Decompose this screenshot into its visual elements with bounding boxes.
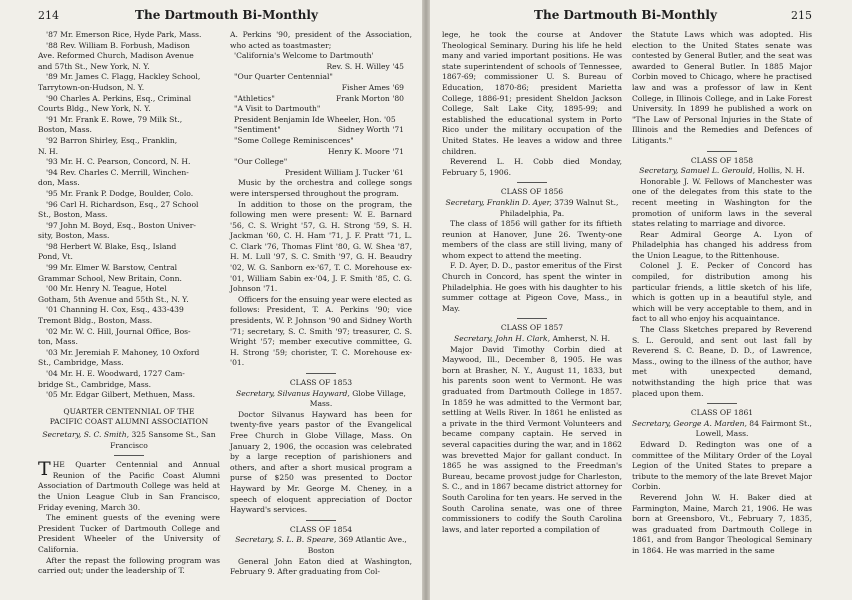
toast-title: 'California's Welcome to Dartmouth': [234, 51, 374, 61]
divider: [517, 318, 547, 319]
section-title: QUARTER CENTENNIAL OF THE: [63, 406, 195, 416]
paragraph: General John Eaton died at Washington, February 9. After graduating from Col-: [230, 556, 412, 577]
list-item: '05 Mr. Edgar Gilbert, Methuen, Mass.: [46, 390, 196, 400]
left-running-title: The Dartmouth Bi-Monthly: [135, 8, 318, 22]
paragraph: The Class Sketches prepared by Reverend S. L. Gerould, and sent out last fall by Reverend S. C. Beane, D. D., of Lawrence, Mass., owing to the illness of the author, have met with unexpected demand, notwithstanding the high price that was placed upon them.: [632, 325, 812, 398]
toast-speaker: Rev. S. H. Willey '45: [326, 61, 404, 71]
paragraph: Doctor Silvanus Hayward has been for twenty-five years pastor of the Evangelical Free Church in Globe Village, Mass. On January 2, 1906, the occasion was celebrated by a large reception of parishioners and others, and after a short musical program a purse of $250 was presented to Doctor Hayward by Mr. George M. Cheney, in a speech of eloquent appreciation of Doctor Hayward's services.: [230, 409, 412, 515]
left-running-head: [38, 8, 412, 26]
list-item: '95 Mr. Frank P. Dodge, Boulder, Colo.: [46, 188, 194, 198]
right-page: [430, 0, 852, 600]
list-item: Tremont Bldg., Boston, Mass.: [38, 316, 153, 326]
list-item: Boston, Mass.: [38, 125, 92, 135]
list-item: '88 Rev. William B. Forbush, Madison: [46, 40, 190, 50]
right-column-1: [442, 30, 622, 557]
secretary-line: Secretary, S. L. B. Speare, 369 Atlantic Ave., Boston: [235, 535, 407, 555]
list-item: '98 Herbert W. Blake, Esq., Island: [46, 241, 177, 251]
list-item: '87 Mr. Emerson Rice, Hyde Park, Mass.: [46, 30, 202, 39]
alumni-officer-list: [38, 30, 220, 401]
list-item: '97 John M. Boyd, Esq., Boston Univer-: [46, 220, 196, 230]
paragraph: Reverend L. H. Cobb died Monday, February 5, 1906.: [442, 157, 622, 177]
list-item: '99 Mr. Elmer W. Barstow, Central: [46, 263, 178, 273]
paragraph: Honorable J. W. Fellows of Manchester was one of the delegates from this state to the recent meeting in Washington for the promotion of uniform laws in the several states relating to marriage and divorce.: [632, 176, 812, 229]
list-item: '90 Charles A. Perkins, Esq., Criminal: [46, 93, 191, 103]
paragraph: Major David Timothy Corbin died at Maywood, Ill., December 8, 1905. He was born at Brasher, N. Y., August 11, 1833, but his parents soon went to Vermont. He was graduated from Dartmouth College in 1857. In 1859 he was admitted to the Vermont bar, settling at Wells River. In 1861 he enlisted as a private in the third Vermont Volunteers and became company captain. He served in several capacities during the war, and in 1862 was brevetted Major for gallant conduct. In 1865 he was assigned to the Freedman's Bureau, became provost judge for Charleston, S. C., and in 1867 became district attorney for South Carolina for ten years. He served in the South Carolina senate, was one of three commissioners to codify the South Carolina laws, and later reported a compilation of: [442, 344, 622, 534]
paragraph: Music by the orchestra and college songs were interspersed throughout the program.: [230, 178, 412, 198]
toast-title: "Our College": [234, 157, 288, 167]
toast-speaker: Fisher Ames '69: [341, 82, 404, 92]
paragraph: F. D. Ayer, D. D., pastor emeritus of the First Church in Concord, has spent the winter in Philadelphia. He goes with his daughter to his summer cottage at Pigeon Cove, Mass., in May.: [442, 261, 622, 313]
paragraph: After the repast the following program was carried out; under the leadership of T.: [38, 555, 220, 576]
class-heading-1858: CLASS OF 1858: [690, 155, 754, 165]
list-item: Gotham, 5th Avenue and 55th St., N. Y.: [38, 294, 189, 304]
list-item: N. H.: [38, 146, 59, 156]
section-title-2: PACIFIC COAST ALUMNI ASSOCIATION: [49, 417, 209, 427]
list-item: Grammar School, New Britain, Conn.: [38, 273, 182, 283]
list-item: Courts Bldg., New York, N. Y.: [38, 104, 151, 114]
list-item: '92 Barron Shirley, Esq., Franklin,: [46, 135, 178, 145]
paragraph: The class of 1856 will gather for its fiftieth reunion at Hanover, June 26. Twenty-one members of the class are still living, many of whom expect to attend the meeting.: [442, 219, 622, 260]
list-item: and 57th St., New York, N. Y.: [38, 61, 150, 71]
paragraph: In addition to those on the program, the following men were present: W. E. Barnard '56, C. S. Wright '57, G. H. Strong '59, S. H. Jackman '60, C. H. Ham '71, J. F. Pratt '71, L. C. Clark '76, Thomas Flint '80, G. W. Shea '87, H. M. Lull '97, S. C. Smith '97, G. H. Beaudry '02, W. G. Sanborn ex-'67, T. C. Morehouse ex-'01, William Sabin ex-'04, J. F. Smith '85, C. G. Johnson '71.: [230, 199, 412, 294]
toast-speaker: President William J. Tucker '61: [284, 167, 404, 177]
drop-cap: T: [38, 458, 51, 481]
list-item: '94 Rev. Charles C. Merrill, Winchen-: [46, 167, 189, 177]
list-item: '91 Mr. Frank E. Rowe, 79 Milk St.,: [46, 114, 183, 124]
right-column-2: [632, 30, 812, 557]
list-item: '01 Channing H. Cox, Esq., 433-439: [46, 305, 184, 315]
divider: [114, 455, 144, 456]
paragraph: Officers for the ensuing year were elected as follows: President, T. A. Perkins '90; vice presidents, W. P. Johnson '90 and Sidney Worth '71; secretary, S. C. Smith '97; treasurer, C. S. Wright '57; member executive committee, G. H. Strong '59; chorister, T. C. Morehouse ex-'01.: [230, 294, 412, 368]
paragraph: A. Perkins '90, president of the Association, who acted as toastmaster;: [230, 30, 412, 50]
list-item: St., Boston, Mass.: [38, 210, 108, 220]
list-item: don, Mass.: [38, 178, 80, 188]
divider: [306, 373, 336, 374]
secretary-line: Secretary, Silvanus Hayward, Globe Village, Mass.: [236, 388, 406, 409]
secretary-line: Secretary, Franklin D. Ayer, 3739 Walnut St., Philadelphia, Pa.: [445, 197, 619, 218]
toast-item: "Sentiment" Sidney Worth '71: [234, 125, 404, 135]
right-running-title: The Dartmouth Bi-Monthly: [534, 8, 717, 22]
toast-title: "Our Quarter Centennial": [234, 72, 333, 82]
toast-item: "Athletics" Frank Morton '80: [234, 93, 404, 103]
right-running-head: [442, 8, 812, 26]
list-item: '02 Mr. W. C. Hill, Journal Office, Bos-: [46, 326, 191, 336]
list-item: '96 Carl H. Richardson, Esq., 27 School: [46, 199, 199, 209]
class-heading-1853: CLASS OF 1853: [289, 378, 353, 387]
divider: [707, 403, 737, 404]
secretary-line: Secretary, Samuel L. Gerould, Hollis, N. H.: [639, 166, 805, 176]
paragraph: Edward D. Redington was one of a committee of the Military Order of the Loyal Legion of the United States to prepare a tribute to the memory of the late Brevet Major Corbin.: [632, 439, 812, 492]
list-item: '93 Mr. H. C. Pearson, Concord, N. H.: [46, 157, 191, 167]
secretary-line: Secretary, S. C. Smith, 325 Sansome St., San Francisco: [42, 429, 216, 450]
secretary-line: Secretary, John H. Clark, Amherst, N. H.: [454, 334, 610, 344]
list-item: '00 Mr. Henry N. Teague, Hotel: [46, 284, 167, 294]
list-item: Ave. Reformed Church, Madison Avenue: [38, 51, 194, 61]
list-item: '04 Mr. H. E. Woodward, 1727 Cam-: [46, 369, 185, 378]
toast-title: "Some College Reminiscences": [234, 135, 354, 145]
left-page: [0, 0, 422, 600]
binding-gutter: [422, 0, 430, 600]
right-page-number: 215: [790, 9, 812, 22]
left-column-1: [38, 30, 220, 578]
class-heading-1861: CLASS OF 1861: [690, 408, 754, 418]
class-heading-1854: CLASS OF 1854: [289, 524, 353, 534]
paragraph: the Statute Laws which was adopted. His election to the United States senate was contested by General Butler, and the seat was awarded to General Butler. In 1885 Major Corbin moved to Chicago, where he practised law and was a professor of law in Kent College, in Illinois College, and in Lake Forest University. In 1899 he published a work on "The Law of Personal Injuries in the State of Illinois and the Remedies and Defences of Litigants.": [632, 30, 812, 145]
paragraph: Colonel J. E. Pecker of Concord has compiled, for distribution among his particular friends, a little sketch of his life, which is gotten up in a beautiful style, and which will be very acceptable to them, and in fact to all who enjoy his acquaintance.: [632, 261, 812, 324]
paragraph: The eminent guests of the evening were President Tucker of Dartmouth College and President Wheeler of the University of California.: [38, 513, 220, 554]
paragraph: Reverend John W. H. Baker died at Farmington, Maine, March 21, 1906. He was born at Greensboro, Vt., February 7, 1835, was graduated from Dartmouth College in 1861, and from Bangor Theological Seminary in 1864. He was married in the same: [632, 492, 812, 555]
toast-title: President Benjamin Ide Wheeler, Hon. '05: [234, 114, 396, 124]
paragraph: lege, he took the course at Andover Theological Seminary. During his life he held many and varied important positions. He was state superintendent of schools of Tennessee, 1867-69; commissioner U. S. Bureau of Education, 1870-86; president Marietta College, 1886-91; president Sheldon Jackson College, Salt Lake City, 1895-99; and established the educational system in Porto Rico under the military occupation of the United States. He leaves a widow and three children.: [442, 30, 622, 156]
list-item: ton, Mass.: [38, 337, 78, 347]
left-column-2: [230, 30, 412, 578]
toast-title: "A Visit to Dartmouth": [234, 104, 321, 114]
toast-speaker: Henry K. Moore '71: [327, 146, 404, 156]
class-heading-1856: CLASS OF 1856: [500, 187, 564, 197]
divider: [517, 182, 547, 183]
list-item: St., Cambridge, Mass.: [38, 358, 124, 368]
list-item: '89 Mr. James C. Flagg, Hackley School,: [46, 72, 201, 82]
left-page-number: 214: [38, 9, 59, 22]
list-item: '03 Mr. Jeremiah F. Mahoney, 10 Oxford: [46, 347, 200, 357]
list-item: bridge St., Cambridge, Mass.: [38, 379, 152, 389]
class-heading-1857: CLASS OF 1857: [500, 323, 564, 333]
paragraph: THE Quarter Centennial and Annual Reunion of the Pacific Coast Alumni Association of Dartmouth College was held at the Union League Club in San Francisco, Friday evening, March 30.: [38, 458, 220, 512]
secretary-line: Secretary, George A. Marden, 84 Fairmont St., Lowell, Mass.: [632, 418, 812, 439]
list-item: Pond, Vt.: [38, 252, 73, 262]
divider: [707, 151, 737, 152]
paragraph: Rear Admiral George A. Lyon of Philadelphia has changed his address from the Union League, to the Rittenhouse.: [632, 229, 812, 260]
list-item: sity, Boston, Mass.: [38, 231, 110, 241]
list-item: Tarrytown-on-Hudson, N. Y.: [38, 82, 145, 92]
toast-program: [230, 51, 412, 178]
divider: [306, 520, 336, 521]
